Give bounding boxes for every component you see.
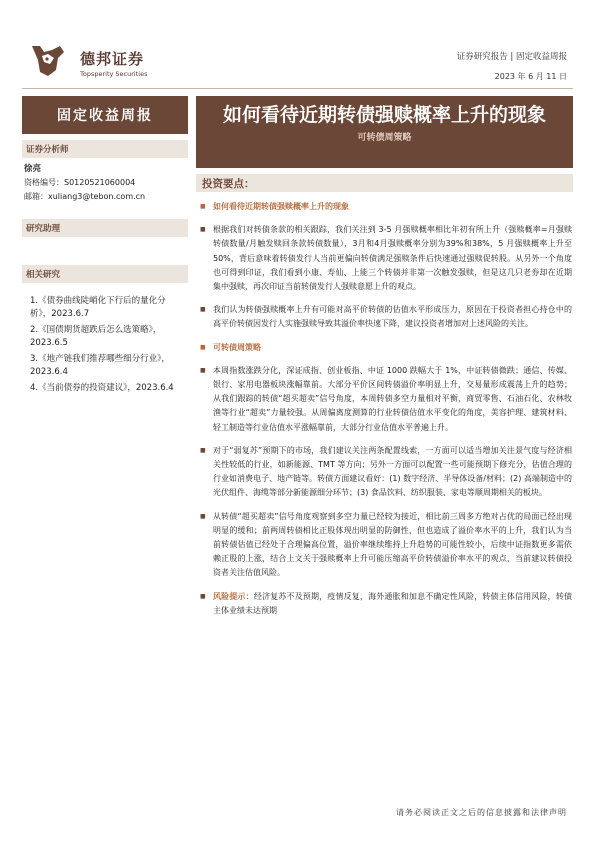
- paragraph: ■ 根据我们对转债条款的相关跟踪，我们关注到 3-5 月强赎概率相比年初有所上升（强赎概率=月强赎转债数量/月触发赎回条款转债数量），3月和4月强赎概率分别为39%和38%，5 月强赎概率上升至 50%，背后意味着转债发行人当前更偏向转债满足强赎条件后快速通过强赎促转股。从另外一个角度也可得到印证，我们看到小康、寿仙、上能三个转债并非第一次触发强赎，但是这几只老券却在近期集中强赎，再次印证当前转债发行人强赎意愿上升的观点。: [200, 223, 572, 294]
- risk-label: 风险提示：: [213, 591, 254, 601]
- analyst-email: 邮箱：xuliang3@tebon.com.cn: [24, 192, 146, 201]
- brand-name-cn: 德邦证券: [80, 50, 145, 68]
- report-title: 如何看待近期转债强赎概率上升的现象: [222, 104, 546, 126]
- paragraph: ■ 从转债“超买超卖”信号角度观察到多空力量已经较为接近，相比前三周多方绝对占优的局面已经出现明显的缓和；前两周转债相比正股体现出明显的防御性，但也造成了溢价率水平的上升，我们认为当前转债估值已经处于合理偏高位置，溢价率继续维持上升趋势的可能性较小，后续中证指数更多需依赖正股的上涨，结合上文关于强赎概率上升可能压缩高平价转债溢价率水平的观点，当前建议转债投资者关注估值风险。: [200, 510, 572, 581]
- sidebar: [22, 140, 188, 399]
- related-item[interactable]: 4.《当前债券的投资建议》，2023.6.4: [30, 383, 174, 393]
- related-item[interactable]: 2.《国债期货超跌后怎么选策略》，2023.6.5: [30, 325, 162, 348]
- report-subtitle: 可转债周策略: [357, 133, 412, 143]
- footer-disclaimer: 请务必阅读正文之后的信息披露和法律声明: [396, 808, 567, 817]
- section-heading: ■ 如何看待近期转债强赎概率上升的现象: [200, 200, 572, 214]
- related-list: [22, 295, 188, 395]
- paragraph: ■ 对于“弱复苏”预期下的市场，我们建议关注两条配置线索，一方面可以适当增加关注景气度与经济相关性较低的行业，如新能源、TMT 等方向；另外一方面可以配置一些可能预期下修充分，估值合理的行业如消费电子、地产链等。转债方面建议看好：(1) 数字经济、半导体设备/材料；(2) 高端制造中的光伏组件、海缆等部分新能源细分环节；(3) 食品饮料、纺织服装、家电等顺周期相关的板块。: [200, 444, 572, 501]
- paragraph: ■ 我们认为转债强赎概率上升有可能对高平价转债的估值水平形成压力，原因在于投资者担心持仓中的高平价转债因发行人实施强赎导致其溢价率快速下降，建议投资者增加对上述风险的关注。: [200, 303, 572, 331]
- analyst-heading: 证券分析师: [22, 140, 188, 158]
- category-banner: 固定收益周报: [22, 96, 188, 134]
- risk-warning: [200, 590, 572, 618]
- brand-name-en: Topsperity Securities: [80, 70, 148, 78]
- report-date: 2023 年 6 月 11 日: [494, 72, 567, 81]
- section-heading: ■ 可转债周策略: [200, 341, 572, 355]
- analyst-name: 徐亮: [24, 164, 42, 174]
- report-type: 证券研究报告 | 固定收益周报: [456, 52, 567, 62]
- related-heading: 相关研究: [22, 265, 188, 283]
- paragraph: ■ 本周指数涨跌分化，深证成指、创业板指、中证 1000 跌幅大于 1%，中证转债微跌；通信、传媒、银行、家用电器板块涨幅靠前。大部分平价区间转债溢价率明显上升，交易量形成震荡上升的趋势；从我们跟踪的转债“超买超卖”信号角度，本周转债多空力量相对平衡，商贸零售、石油石化、农林牧渔等行业“超卖”力量较强。从周偏离度测算的行业转债估值水平变化的角度，美容护理、建筑材料、轻工制造等行业估值水平涨幅靠前，大部分行业估值水平普遍上升。: [200, 364, 572, 435]
- key-points-heading: 投资要点：: [196, 174, 573, 192]
- related-item[interactable]: 3.《地产链我们推荐哪些细分行业》，2023.6.4: [30, 354, 170, 377]
- assistant-heading: 研究助理: [22, 219, 188, 237]
- title-banner: [196, 96, 573, 168]
- key-points-body: [200, 200, 572, 618]
- analyst-cert: 资格编号：S0120521060004: [24, 178, 136, 187]
- related-item[interactable]: 1.《债券曲线陡峭化下行后的量化分析》，2023.6.7: [30, 296, 166, 319]
- brand: [80, 48, 147, 78]
- deer-logo-icon: [26, 42, 70, 78]
- header-divider: [22, 88, 573, 89]
- risk-text: 经济复苏不及预期，疫情反复，海外通胀和加息不确定性风险，转债主体信用风险，转债主体业绩未达预期: [213, 591, 573, 615]
